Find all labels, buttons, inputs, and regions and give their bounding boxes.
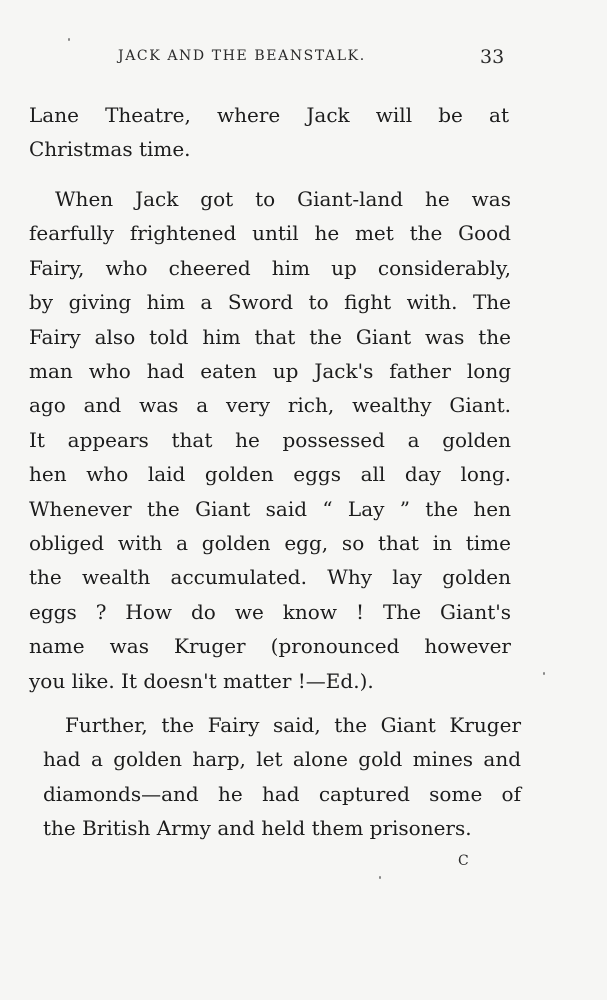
text-line: fearfully frightened until he met the Good — [29, 221, 511, 246]
paper-speck — [543, 672, 545, 675]
text-line: the British Army and held them prisoners. — [43, 816, 472, 841]
running-title: JACK AND THE BEANSTALK. — [118, 48, 366, 64]
text-line: by giving him a Sword to fight with. The — [29, 290, 511, 315]
text-line: you like. It doesn't matter !—Ed.). — [29, 668, 374, 693]
text-line: Lane Theatre, where Jack will be at — [29, 103, 509, 127]
text-line: Whenever the Giant said “ Lay ” the hen — [29, 496, 511, 521]
text-line: ago and was a very rich, wealthy Giant. — [29, 393, 511, 418]
text-line: man who had eaten up Jack's father long — [29, 359, 511, 384]
page-number: 33 — [480, 46, 505, 68]
signature-mark: C — [458, 853, 469, 869]
paper-speck — [68, 38, 70, 41]
paragraph-3 — [43, 708, 521, 846]
text-line: obliged with a golden egg, so that in time — [29, 531, 511, 556]
paragraph-1 — [29, 98, 509, 167]
text-line: diamonds—and he had captured some of — [43, 781, 521, 806]
paper-speck — [379, 876, 381, 879]
text-line: the wealth accumulated. Why lay golden — [29, 565, 511, 590]
text-line: It appears that he possessed a golden — [29, 427, 511, 452]
text-line: Further, the Fairy said, the Giant Kruger — [65, 713, 521, 737]
text-line: Christmas time. — [29, 137, 191, 162]
text-line: Fairy, who cheered him up considerably, — [29, 255, 511, 280]
text-line: eggs ? How do we know ! The Giant's — [29, 599, 511, 624]
text-line: When Jack got to Giant-land he was — [55, 187, 511, 211]
text-line: Fairy also told him that the Giant was the — [29, 324, 511, 349]
paragraph-2 — [29, 182, 511, 698]
text-line: had a golden harp, let alone gold mines and — [43, 747, 521, 772]
text-line: hen who laid golden eggs all day long. — [29, 462, 511, 487]
text-line: name was Kruger (pronounced however — [29, 634, 511, 659]
